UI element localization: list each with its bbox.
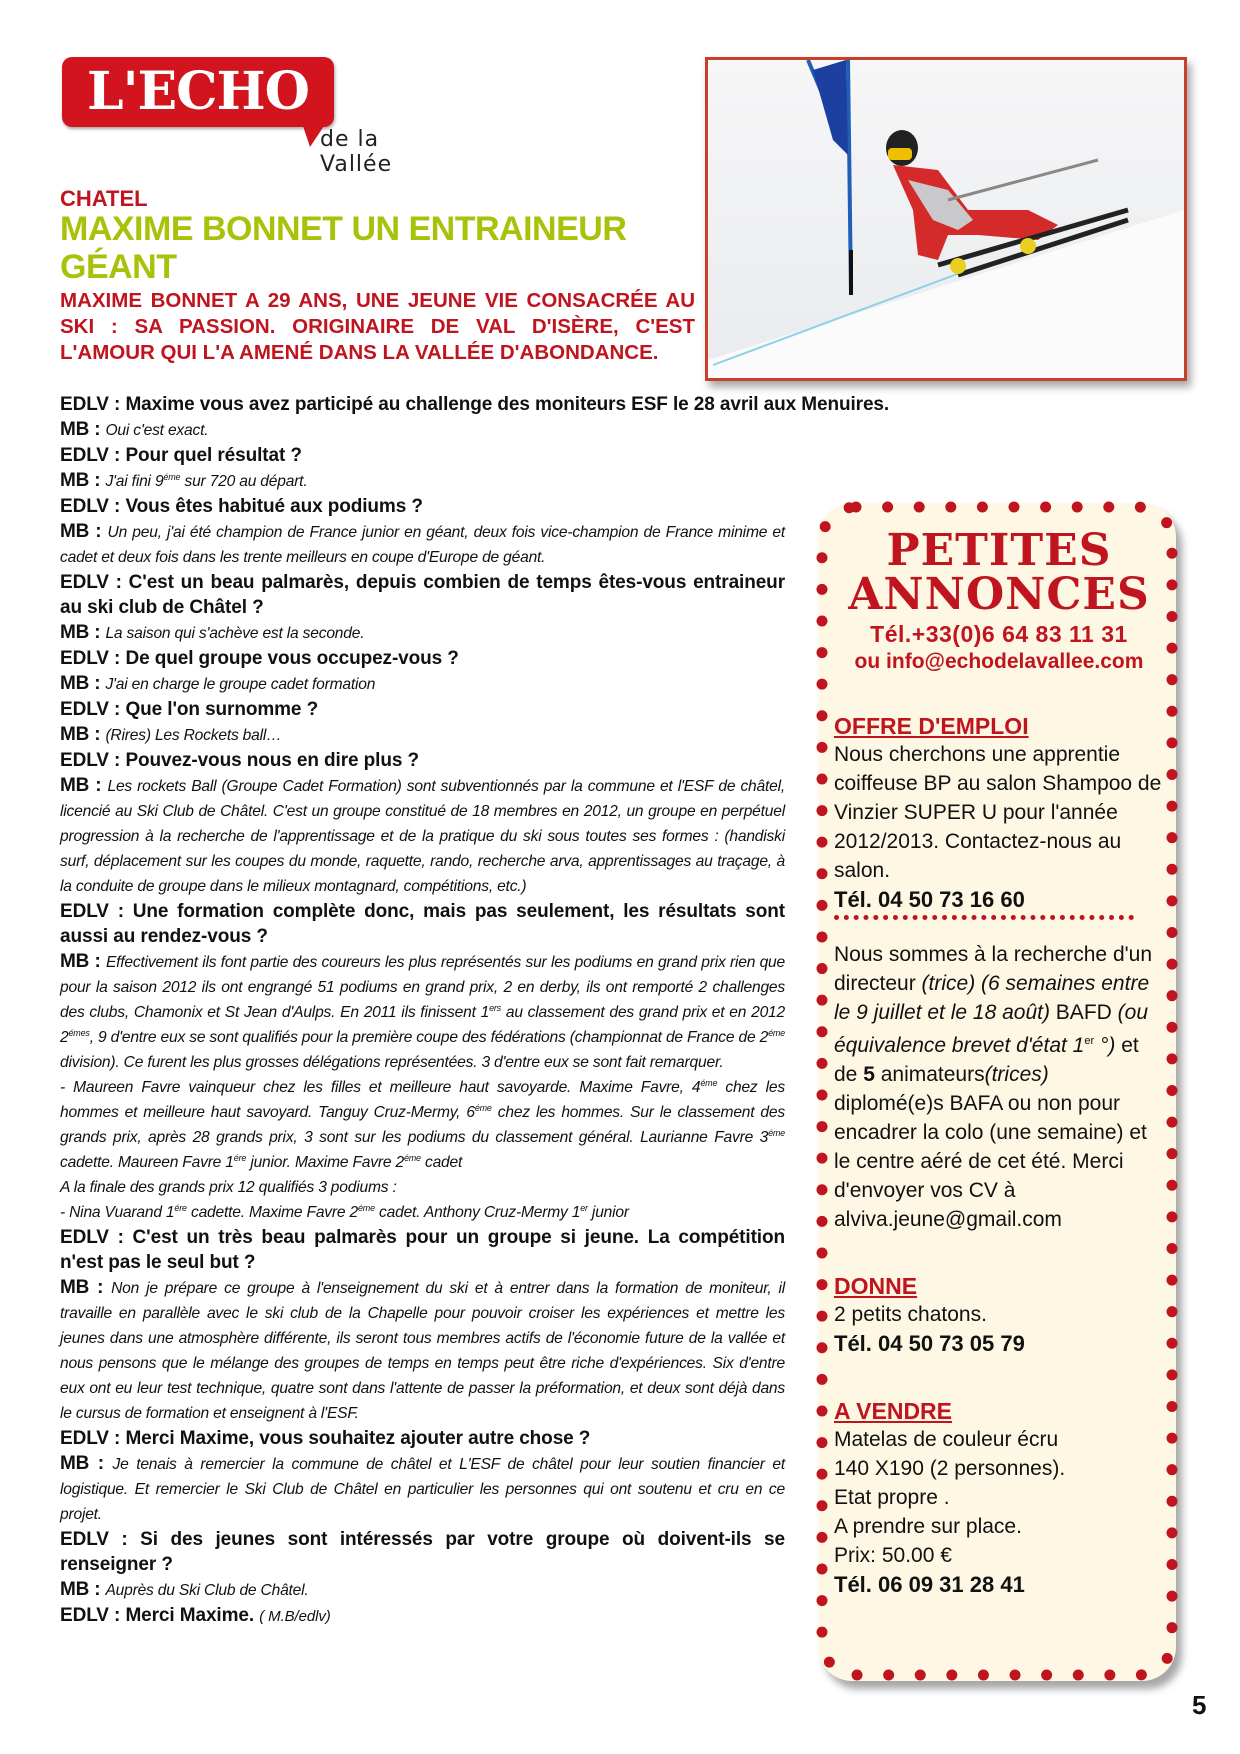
interview-answer	[60, 722, 785, 748]
speaker-label: MB :	[60, 1453, 113, 1474]
text: °)	[1094, 1034, 1116, 1057]
text-segment: EDLV : Pouvez-vous nous en dire plus ?	[60, 750, 420, 771]
speaker-label: MB :	[60, 951, 106, 972]
text-segment: chez les hommes. Sur le classement des grands prix, après 28 grands prix, 3 sont sur les podiums du classement général. Laurianne Favre 3	[60, 1104, 785, 1146]
text-segment: Non je prépare ce groupe à l'enseignement du ski et à entrer dans la formation de moniteur, il travaille en parallèle avec le ski club de la Chapelle pour pouvoir croiser les expériences et mettre les jeunes dans une atmosphère différente, ils seront tous membres actifs de l'économie future de la vallée et nous pensons que le mélange des groupes de temps en temps peut être riche d'expériences. Six d'entre eux ont eu leur test technique, quatre sont dans l'attente de passer la préformation, et deux sont déjà dans le cursus de formation et enseignent à l'ESF.	[60, 1280, 785, 1422]
interview-question	[60, 1527, 785, 1577]
interview-answer	[60, 949, 785, 1225]
ordinal-superscript: émes	[68, 1027, 90, 1038]
donne-phone: Tél. 04 50 73 05 79	[834, 1331, 1025, 1356]
ads-title-line2: ANNONCES	[848, 569, 1150, 620]
ordinal-superscript: ers	[489, 1002, 501, 1013]
logo	[62, 57, 393, 177]
text: BAFD	[1049, 1001, 1118, 1024]
ordinal-superscript: éme	[163, 471, 181, 482]
interview-question	[60, 392, 1080, 417]
interview-question	[60, 570, 785, 620]
interview-question	[60, 646, 785, 671]
ordinal-superscript: éme	[768, 1127, 785, 1138]
a-vendre-heading: A VENDRE	[834, 1398, 952, 1424]
text-segment: - Nina Vuarand 1	[60, 1204, 175, 1221]
interview-question	[60, 1603, 785, 1629]
skier-photo	[705, 57, 1187, 381]
speaker-label: MB :	[60, 419, 106, 440]
logo-subtitle: de la Vallée	[320, 127, 393, 177]
interview-answer	[60, 468, 785, 494]
text: et de	[834, 1034, 1139, 1086]
interview-answer	[60, 1451, 785, 1527]
text-segment: Auprès du Ski Club de Châtel.	[105, 1582, 309, 1599]
interview-answer	[60, 773, 785, 899]
text: animateurs	[874, 1063, 985, 1086]
text: (trices)	[984, 1063, 1049, 1086]
ordinal-superscript: ére	[174, 1202, 187, 1213]
interview-answer	[60, 1275, 785, 1426]
donne-text: 2 petits chatons.	[834, 1303, 987, 1326]
ordinal-superscript: éme	[403, 1152, 421, 1163]
text-segment: EDLV : Merci Maxime.	[60, 1605, 260, 1626]
speaker-label: MB :	[60, 673, 106, 694]
text-segment: Les rockets Ball (Groupe Cadet Formation) sont subventionnés par la commune et l'ESF de châtel, licencié au Ski Club de Châtel. C'est un groupe constitué de 18 membres en 2012, un groupe en perpétuel progression à la recherche de l'apprentissage et de la pratique du ski sous toutes ses formes : (handiski surf, déplacement sur les coupes du monde, raquette, rando, recherche arva, apprentissages au traçage, à la conduite de groupe dans le milieux montagnard, compétitions, etc.)	[60, 778, 785, 895]
speaker-label: MB :	[60, 724, 106, 745]
interview-answer	[60, 417, 785, 443]
text-segment: sur 720 au départ.	[180, 473, 308, 490]
text-segment: EDLV : C'est un beau palmarès, depuis combien de temps êtes-vous entraineur au ski club de Châtel ?	[60, 572, 785, 618]
text: Nous sommes à la recherche d'un directeur	[834, 943, 1152, 995]
animateurs-ad-text	[834, 940, 1164, 1234]
offre-emploi-heading: OFFRE D'EMPLOI	[834, 713, 1029, 739]
interview-answer	[60, 519, 785, 570]
text-segment: Un peu, j'ai été champion de France junior en géant, deux fois vice-champion de France minime et cadet et deux fois dans les trente meilleurs en coupe d'Europe de géant.	[60, 524, 785, 566]
a-vendre-line: A prendre sur place.	[834, 1515, 1022, 1538]
text-segment: (Rires) Les Rockets ball…	[105, 727, 282, 744]
article-kicker: CHATEL	[60, 186, 148, 211]
interview-question	[60, 1225, 785, 1275]
speaker-label: MB :	[60, 622, 106, 643]
offre-emploi-phone: Tél. 04 50 73 16 60	[834, 885, 1134, 920]
text-segment: cadette. Maxime Favre 2	[186, 1204, 358, 1221]
a-vendre-price: Prix: 50.00 €	[834, 1544, 952, 1567]
ordinal-superscript: éme	[700, 1077, 718, 1088]
ads-title-line1: PETITES	[886, 525, 1112, 576]
a-vendre-phone: Tél. 06 09 31 28 41	[834, 1572, 1025, 1597]
text-segment: , 9 d'entre eux se sont qualifiés pour la première coupe des fédérations (championnat de France de 2	[89, 1029, 769, 1046]
text-segment: EDLV : De quel groupe vous occupez-vous ?	[60, 648, 459, 669]
text-segment: EDLV : Merci Maxime, vous souhaitez ajouter autre chose ?	[60, 1428, 591, 1449]
text-segment: EDLV : Que l'on surnomme ?	[60, 699, 319, 720]
interview-question	[60, 494, 785, 519]
text-segment: EDLV : Vous êtes habitué aux podiums ?	[60, 496, 423, 517]
text: 5	[863, 1063, 875, 1086]
speaker-label: MB :	[60, 1579, 106, 1600]
text-segment: junior. Maxime Favre 2	[246, 1154, 404, 1171]
speaker-label: MB :	[60, 470, 106, 491]
text-segment: EDLV : Pour quel résultat ?	[60, 445, 302, 466]
article-headline: MAXIME BONNET UN ENTRAINEUR GÉANT	[60, 210, 627, 286]
interview-question	[60, 748, 785, 773]
ordinal-superscript: ére	[233, 1152, 247, 1163]
ordinal-superscript: éme	[474, 1102, 492, 1113]
text-segment: J'ai en charge le groupe cadet formation	[105, 676, 376, 693]
interview-answer	[60, 671, 785, 697]
interview-answer	[60, 1577, 785, 1603]
author-credit: ( M.B/edlv)	[259, 1608, 331, 1625]
offre-emploi-text: Nous cherchons une apprentie coiffeuse BP au salon Shampoo de Vinzier SUPER U pour l'année 2012/2013. Contactez-nous au salon.	[834, 743, 1162, 882]
text: er	[1084, 1035, 1095, 1047]
text-segment: Oui c'est exact.	[105, 422, 209, 439]
text-segment: chez les hommes et meilleure haut savoyard. Tanguy Cruz-Mermy, 6	[60, 1079, 785, 1121]
ordinal-superscript: éme	[357, 1202, 375, 1213]
text-segment: J'ai fini 9	[105, 473, 164, 490]
text-segment: EDLV : Une formation complète donc, mais pas seulement, les résultats sont aussi au rendez-vous ?	[60, 901, 785, 947]
page-number: 5	[1192, 1690, 1207, 1720]
logo-title: L'ECHO	[87, 61, 309, 122]
text: (trice) (6 semaines entre le 9 juillet et le 18 août)	[834, 972, 1150, 1024]
speaker-label: MB :	[60, 775, 108, 796]
ads-email[interactable]: ou info@echodelavallee.com	[854, 650, 1144, 673]
text-segment: EDLV : Maxime vous avez participé au challenge des moniteurs ESF le 28 avril aux Menuires.	[60, 394, 890, 415]
classified-ads-box	[812, 497, 1182, 1687]
text: diplomé(e)s BAFA ou non pour encadrer la colo (une semaine) et le centre aéré de cet été. Merci d'envoyer vos CV à alviva.jeune@gmail.com	[834, 1092, 1147, 1231]
skier-illustration	[708, 60, 1184, 378]
ads-phone: Tél.+33(0)6 64 83 11 31	[870, 621, 1128, 647]
text-segment: A la finale des grands prix 12 qualifiés 3 podiums :	[60, 1179, 397, 1196]
interview-question	[60, 697, 785, 722]
text-segment: Je tenais à remercier la commune de châtel et L'ESF de châtel pour leur soutien financier et logistique. Et remercier le Ski Club de Châtel en particulier les personnes qui ont soutenu et cru en ce projet.	[60, 1456, 785, 1523]
a-vendre-line: Matelas de couleur écru	[834, 1428, 1059, 1451]
text-segment: cadette. Maureen Favre 1	[60, 1154, 234, 1171]
article-standfirst: MAXIME BONNET A 29 ANS, UNE JEUNE VIE CONSACRÉE AU SKI : SA PASSION. ORIGINAIRE DE VAL D'ISÈRE, C'EST L'AMOUR QUI L'A AMENÉ DANS LA VALLÉE D'ABONDANCE.	[60, 289, 695, 364]
interview-question	[60, 899, 785, 949]
ordinal-superscript: er	[580, 1202, 588, 1213]
a-vendre-line: 140 X190 (2 personnes).	[834, 1457, 1066, 1480]
donne-heading: DONNE	[834, 1273, 918, 1299]
text-segment: cadet	[420, 1154, 463, 1171]
speaker-label: MB :	[60, 1277, 112, 1298]
text-segment: au classement des grand prix et en 2012 2	[60, 1004, 785, 1046]
text-segment: EDLV : C'est un très beau palmarès pour un groupe si jeune. La compétition n'est pas le seul but ?	[60, 1227, 785, 1273]
text-segment: EDLV : Si des jeunes sont intéressés par votre groupe où doivent-ils se renseigner ?	[60, 1529, 785, 1575]
text-segment: junior	[587, 1204, 629, 1221]
text-segment: - Maureen Favre vainqueur chez les filles et meilleure haut savoyarde. Maxime Favre, 4	[60, 1079, 701, 1096]
text-segment: cadet. Anthony Cruz-Mermy 1	[374, 1204, 581, 1221]
interview-question	[60, 1426, 785, 1451]
text-segment: division). Ce furent les plus grosses délégations représentées. 3 d'entre eux se sont fait remarquer.	[60, 1054, 724, 1071]
a-vendre-line: Etat propre .	[834, 1486, 950, 1509]
text-segment: La saison qui s'achève est la seconde.	[105, 625, 365, 642]
ordinal-superscript: éme	[768, 1027, 785, 1038]
speaker-label: MB :	[60, 521, 108, 542]
text: (ou équivalence brevet d'état 1	[834, 1001, 1149, 1057]
interview-answer	[60, 620, 785, 646]
text-segment: Effectivement ils font partie des coureurs les plus représentés sur les podiums en grand prix rien que pour la saison 2012 ils ont engrangé 51 podiums en grand prix, 2 en derby, ils ont remporté 2 challenges des clubs, Chamonix et St Jean d'Aulps. En 2011 ils finissent 1	[60, 954, 785, 1021]
interview-question	[60, 443, 785, 468]
